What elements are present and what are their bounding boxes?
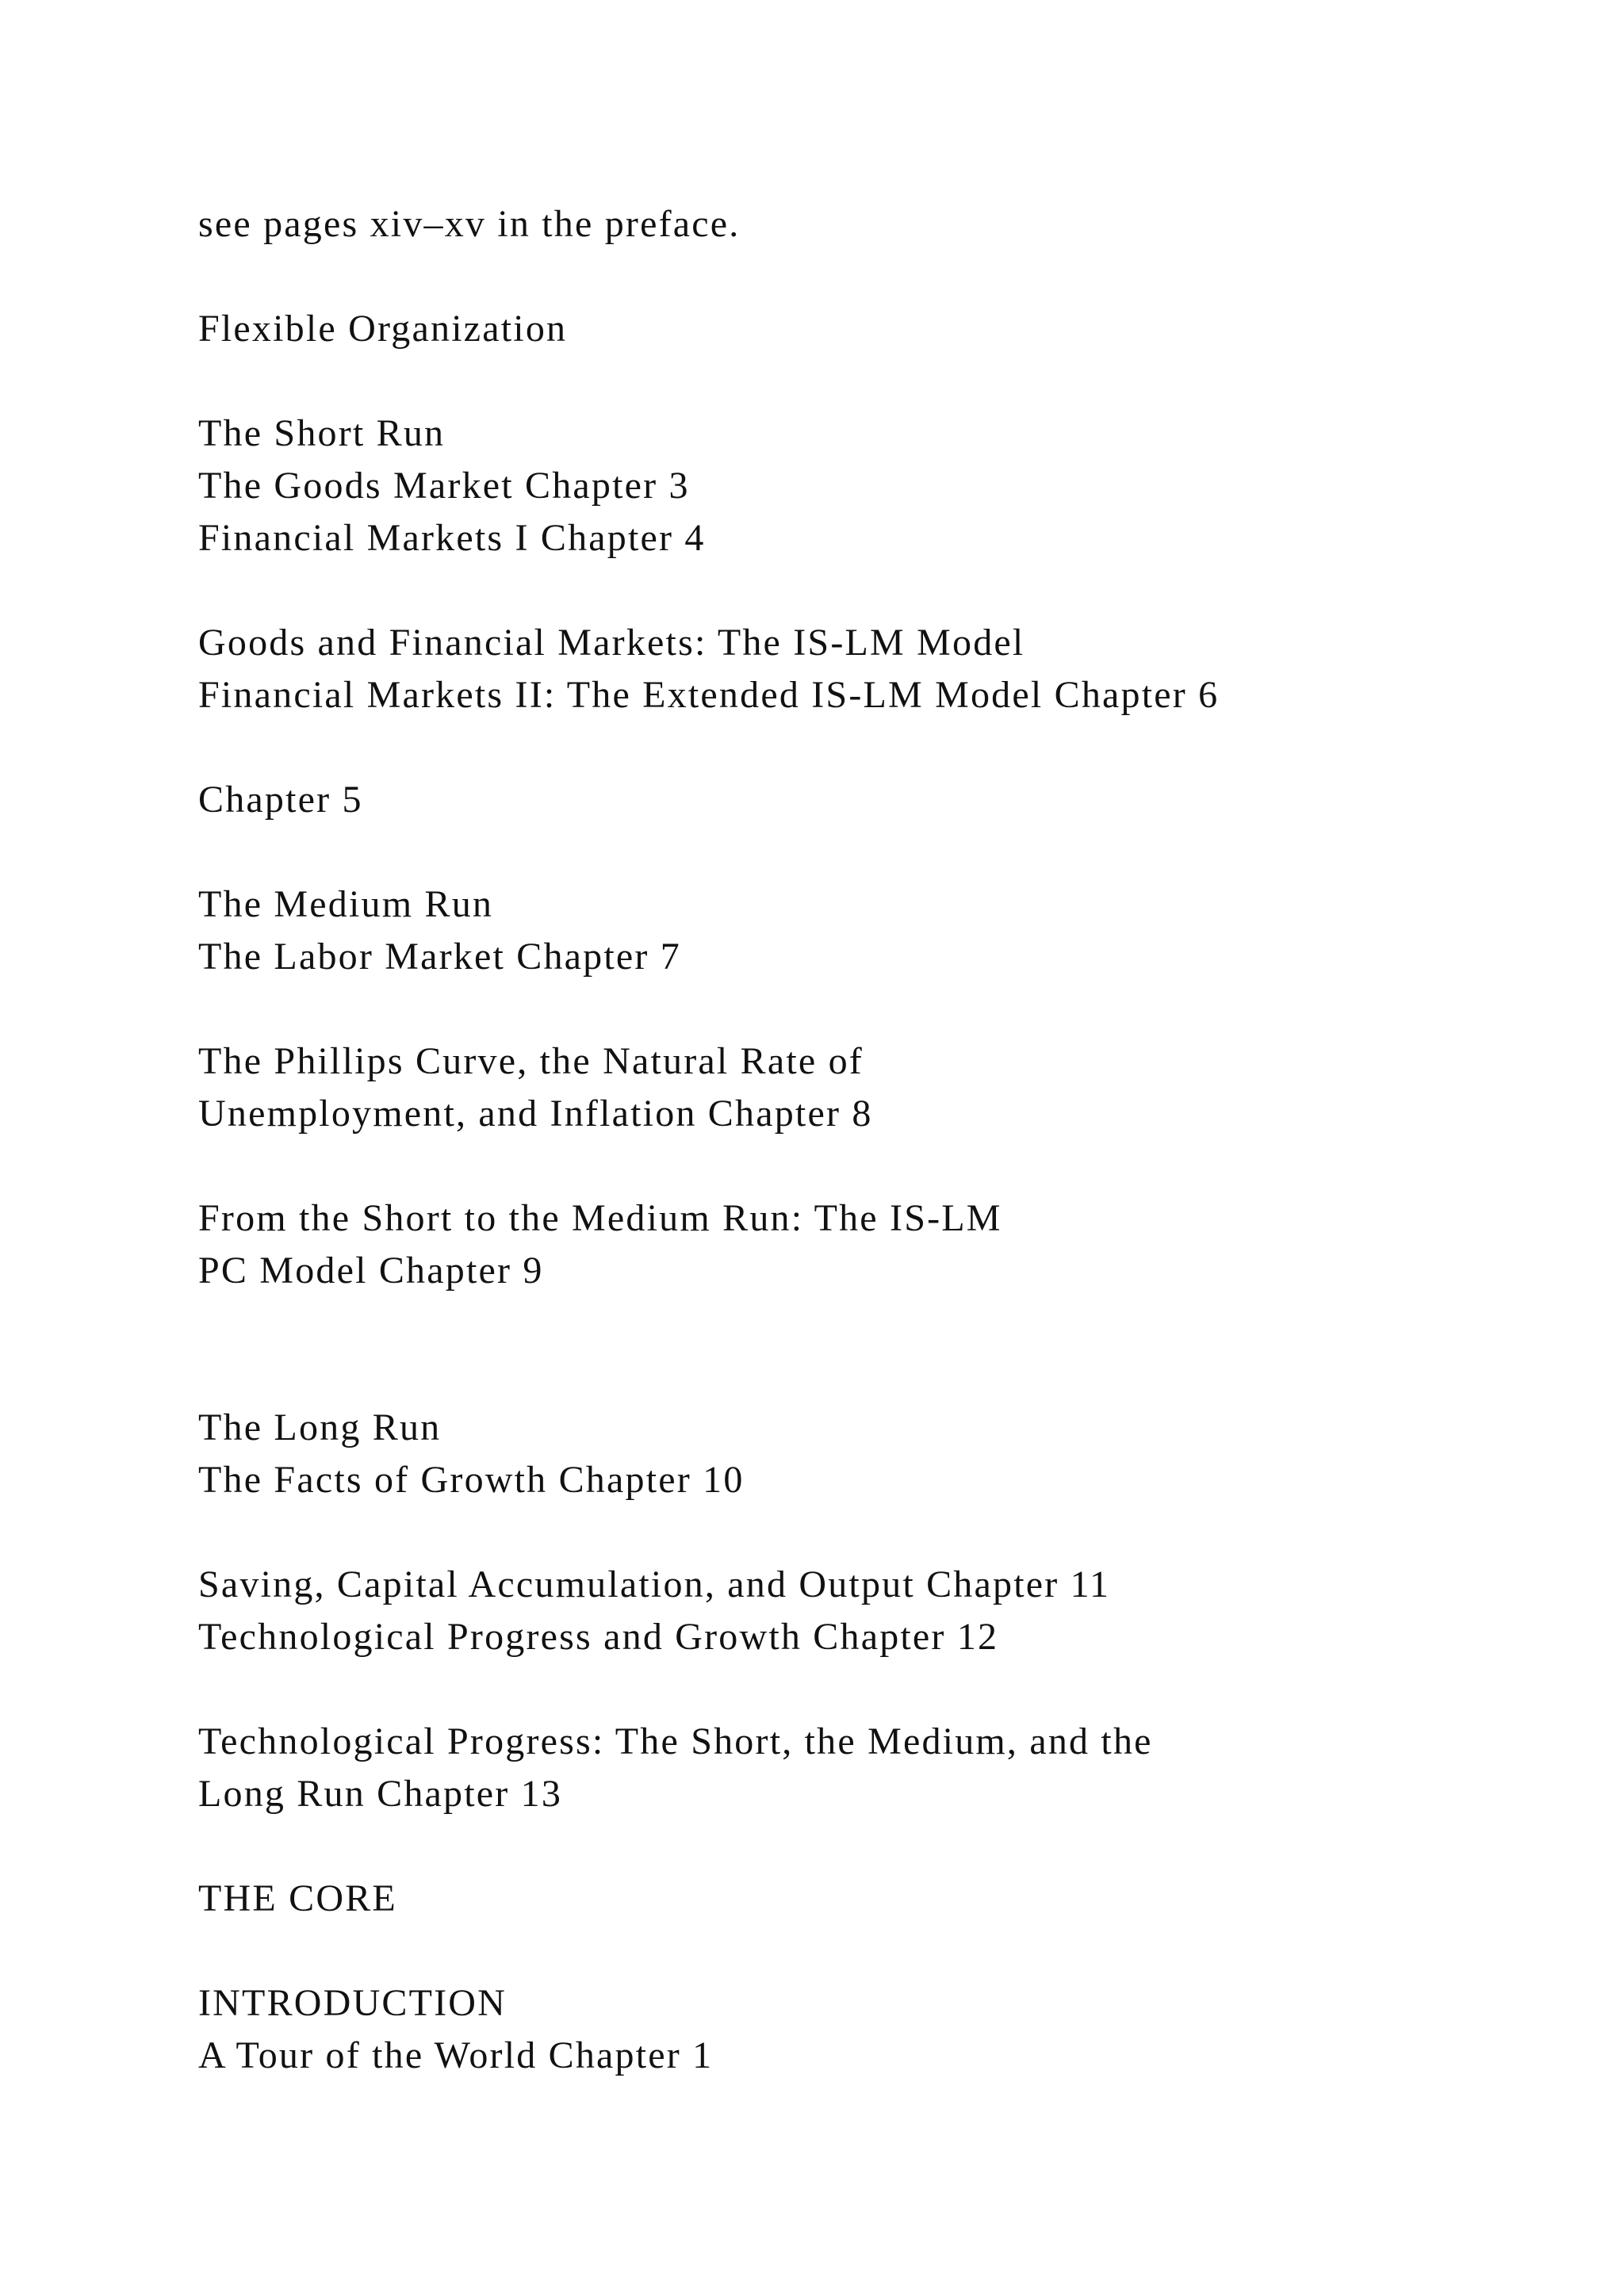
text-line: INTRODUCTION	[198, 1982, 508, 2024]
text-line: Technological Progress and Growth Chapter 12	[198, 1616, 999, 1658]
text-line: Financial Markets I Chapter 4	[198, 517, 706, 559]
text-line: see pages xiv–xv in the preface.	[198, 203, 741, 245]
text-line: From the Short to the Medium Run: The IS-LM	[198, 1197, 1002, 1239]
text-line: The Facts of Growth Chapter 10	[198, 1459, 745, 1501]
text-line: The Phillips Curve, the Natural Rate of	[198, 1040, 864, 1082]
text-line: Unemployment, and Inflation Chapter 8	[198, 1093, 873, 1135]
text-line: Flexible Organization	[198, 308, 568, 350]
text-line: Technological Progress: The Short, the Medium, and the	[198, 1720, 1153, 1762]
text-line: Goods and Financial Markets: The IS-LM Model	[198, 622, 1025, 664]
text-line: Chapter 5	[198, 779, 363, 821]
text-line: PC Model Chapter 9	[198, 1249, 544, 1292]
text-line: The Labor Market Chapter 7	[198, 936, 681, 978]
text-line: Long Run Chapter 13	[198, 1773, 563, 1815]
text-line: The Goods Market Chapter 3	[198, 465, 690, 507]
text-line: The Medium Run	[198, 883, 494, 925]
text-line: THE CORE	[198, 1877, 397, 1919]
text-line: The Short Run	[198, 412, 446, 454]
text-line: A Tour of the World Chapter 1	[198, 2034, 714, 2076]
text-line: The Long Run	[198, 1406, 442, 1448]
text-line: Financial Markets II: The Extended IS-LM Model Chapter 6	[198, 674, 1220, 716]
text-line: Saving, Capital Accumulation, and Output Chapter 11	[198, 1563, 1111, 1605]
